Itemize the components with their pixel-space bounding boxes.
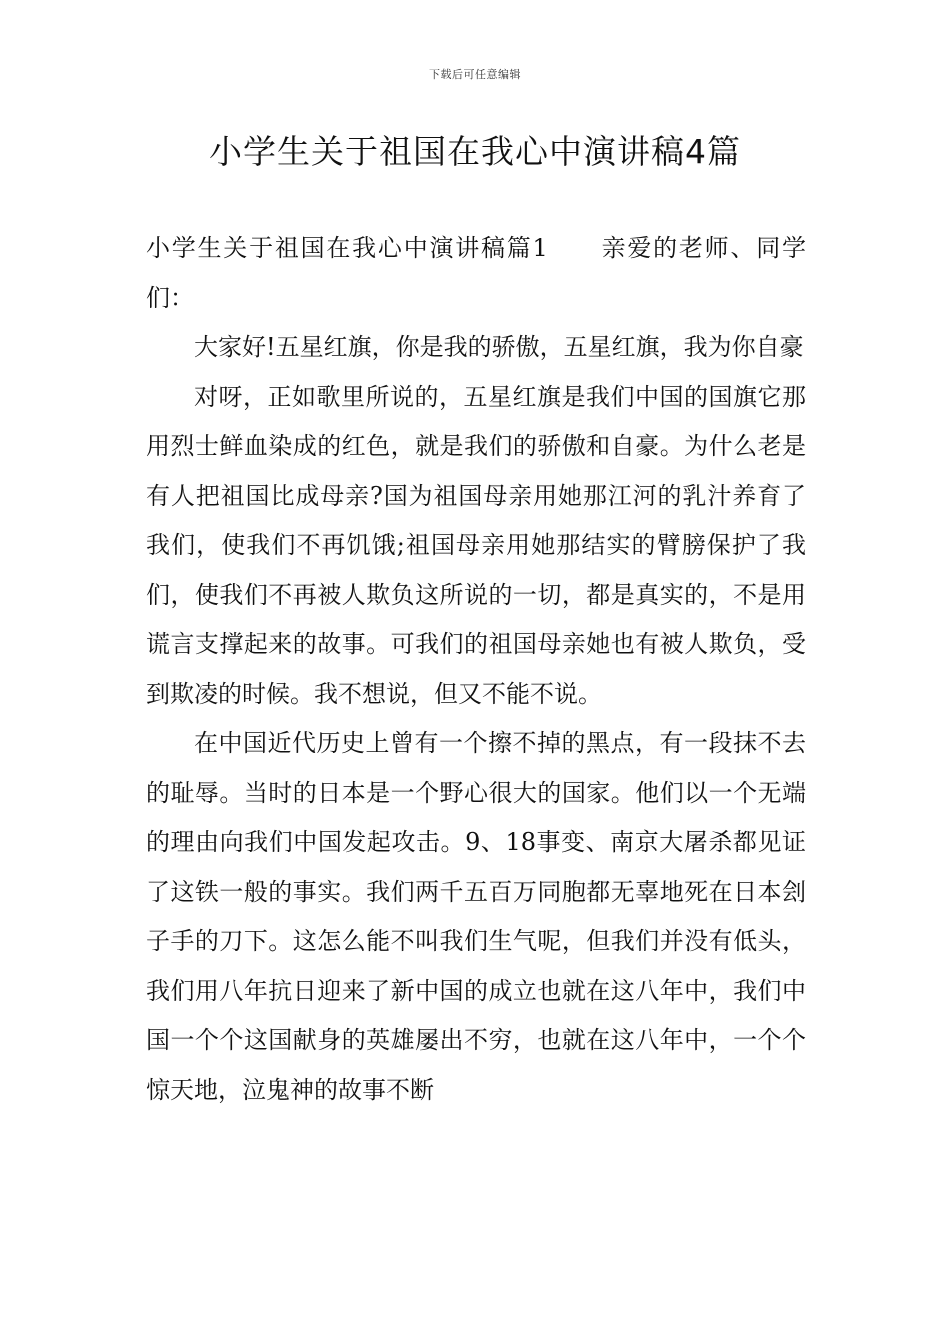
header-note: 下载后可任意编辑 xyxy=(429,68,521,81)
paragraph: 大家好!五星红旗，你是我的骄傲，五星红旗，我为你自豪 xyxy=(194,333,804,361)
paragraph: 在中国近代历史上曾有一个擦不掉的黑点，有一段抹不去的耻辱。当时的日本是一个野心很大的国家。他们以一个无端的理由向我们中国发起攻击。9、18事变、南京大屠杀都见证了这铁一般的事实。我们两千五百万同胞都无辜地死在日本刽子手的刀下。这怎么能不叫我们生气呢，但我们并没有低头，我们用八年抗日迎来了新中国的成立也就在这八年中，我们中国一个个这国献身的英雄屡出不穷，也就在这八年中，一个个惊天地，泣鬼神的故事不断 xyxy=(146,729,806,1104)
paragraph: 对呀，正如歌里所说的，五星红旗是我们中国的国旗它那用烈士鲜血染成的红色，就是我们的骄傲和自豪。为什么老是有人把祖国比成母亲?国为祖国母亲用她那江河的乳汁养育了我们，使我们不再饥饿;祖国母亲用她那结实的臂膀保护了我们，使我们不再被人欺负这所说的一切，都是真实的，不是用谎言支撑起来的故事。可我们的祖国母亲她也有被人欺负，受到欺凌的时候。我不想说，但又不能不说。 xyxy=(146,382,806,708)
opening-paragraph xyxy=(146,224,806,323)
document-title: 小学生关于祖国在我心中演讲稿4篇 xyxy=(209,132,741,171)
greeting: 亲爱的老师、同学们： xyxy=(146,234,806,312)
document-body xyxy=(146,224,806,1115)
section-heading: 小学生关于祖国在我心中演讲稿篇1 xyxy=(146,234,548,262)
